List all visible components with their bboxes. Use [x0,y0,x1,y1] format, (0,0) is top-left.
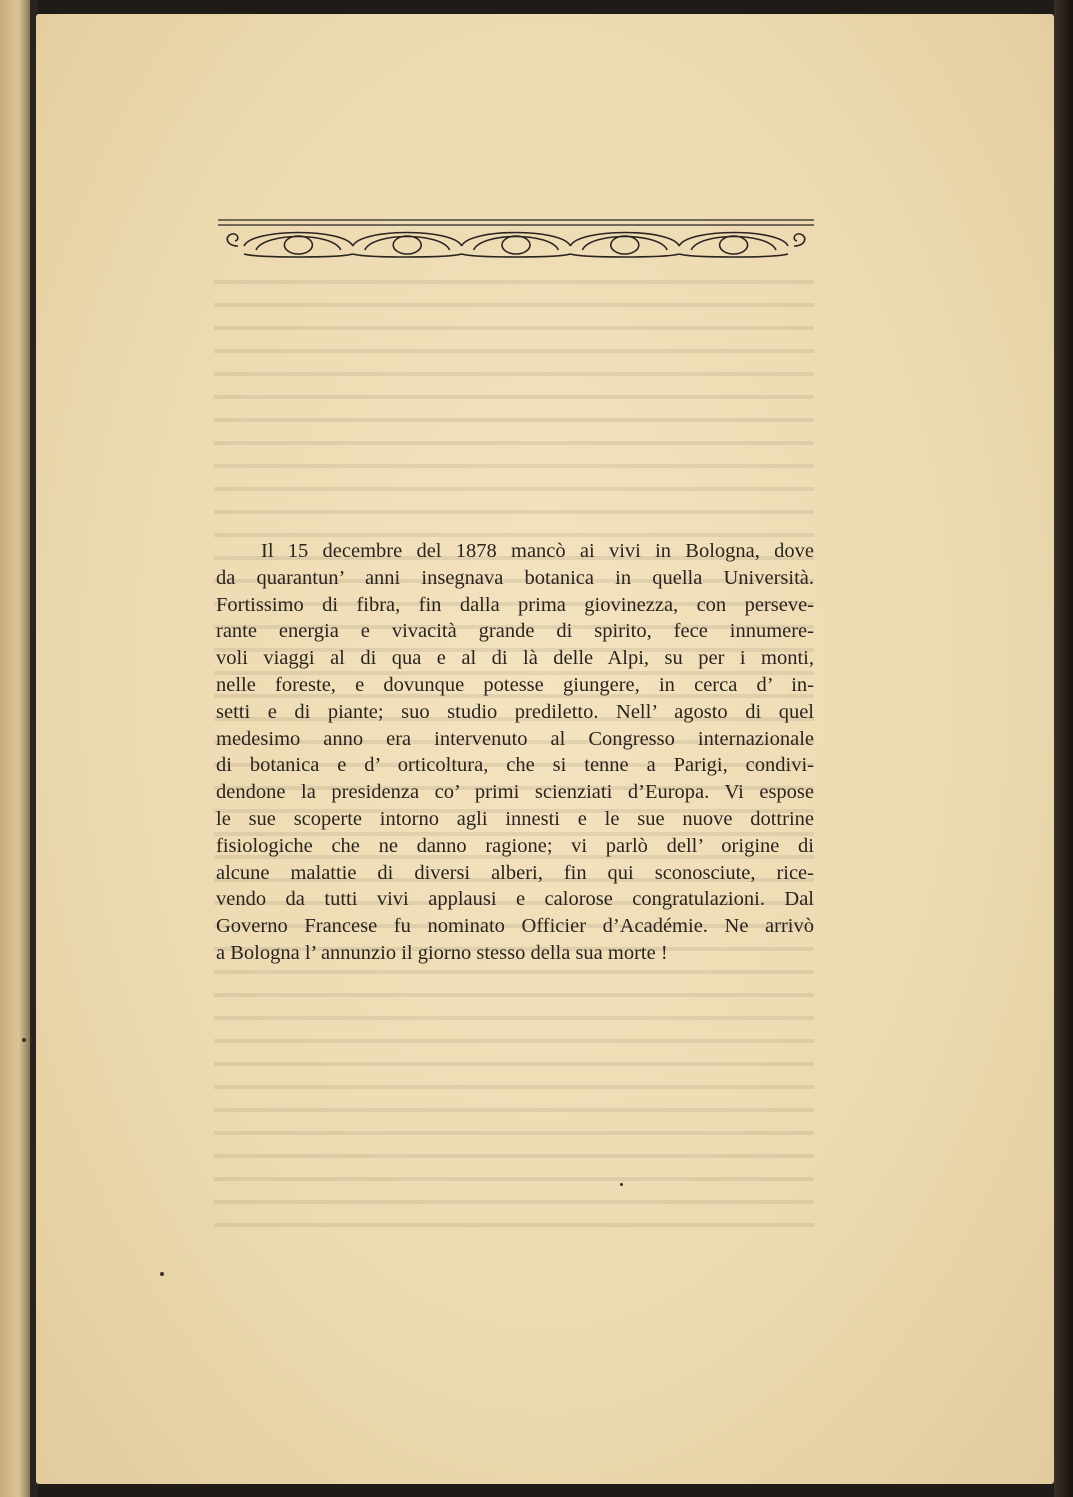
text-line: medesimo anno era intervenuto al Congresso internazionale [216,727,814,750]
text-line: Fortissimo di fibra, fin dalla prima giovinezza, con perseve- [216,593,814,616]
text-line: vendo da tutti vivi applausi e calorose congratulazioni. Dal [216,888,814,911]
text-line: setti e di piante; suo studio prediletto. Nell’ agosto di quel [216,700,814,723]
ornament-arch [474,237,559,251]
text-line: Il 15 decembre del 1878 mancò ai vivi in Bologna, dove [261,540,814,562]
adjacent-page-edge [0,0,34,1497]
ornament-arch [582,237,667,251]
scan-background-edge [1054,0,1073,1497]
text-line: nelle foreste, e dovunque potesse giungere, in cerca d’ in- [216,673,814,696]
decorative-header-ornament [216,218,816,260]
text-line: dendone la presidenza co’ primi scienziati d’Europa. Vi espose [216,781,814,804]
ornament-arch [691,237,776,251]
text-line: da quarantun’ anni insegnava botanica in quella Università. [216,566,814,589]
ornament-loop [720,236,748,254]
text-line: di botanica e d’ orticoltura, che si tenne a Parigi, condivi- [216,754,814,777]
text-line: a Bologna l’ annunzio il giorno stesso della sua morte ! [216,941,668,964]
ornament-scroll [794,234,805,246]
text-line: rante energia e vivacità grande di spirito, fece innumere- [216,620,814,643]
paper-speck [160,1272,164,1276]
text-line: voli viaggi al di qua e al di là delle Alpi, su per i monti, [216,647,814,670]
ornament-loop [502,236,530,254]
paper-speck [22,1038,26,1042]
ornament-scroll [227,234,238,246]
ornament-loop [284,236,312,254]
ornament-loop [611,236,639,254]
ornament-arch [365,237,450,251]
ornament-loop [393,236,421,254]
text-line: le sue scoperte intorno agli innesti e le sue nuove dottrine [216,807,814,830]
text-line: fisiologiche che ne danno ragione; vi parlò dell’ origine di [216,834,814,857]
body-text [216,538,814,967]
paper-speck [620,1183,623,1186]
text-line: Governo Francese fu nominato Officier d’Académie. Ne arrivò [216,915,814,938]
text-line: alcune malattie di diversi alberi, fin qui sconosciute, rice- [216,861,814,884]
ornament-arch [256,237,341,251]
